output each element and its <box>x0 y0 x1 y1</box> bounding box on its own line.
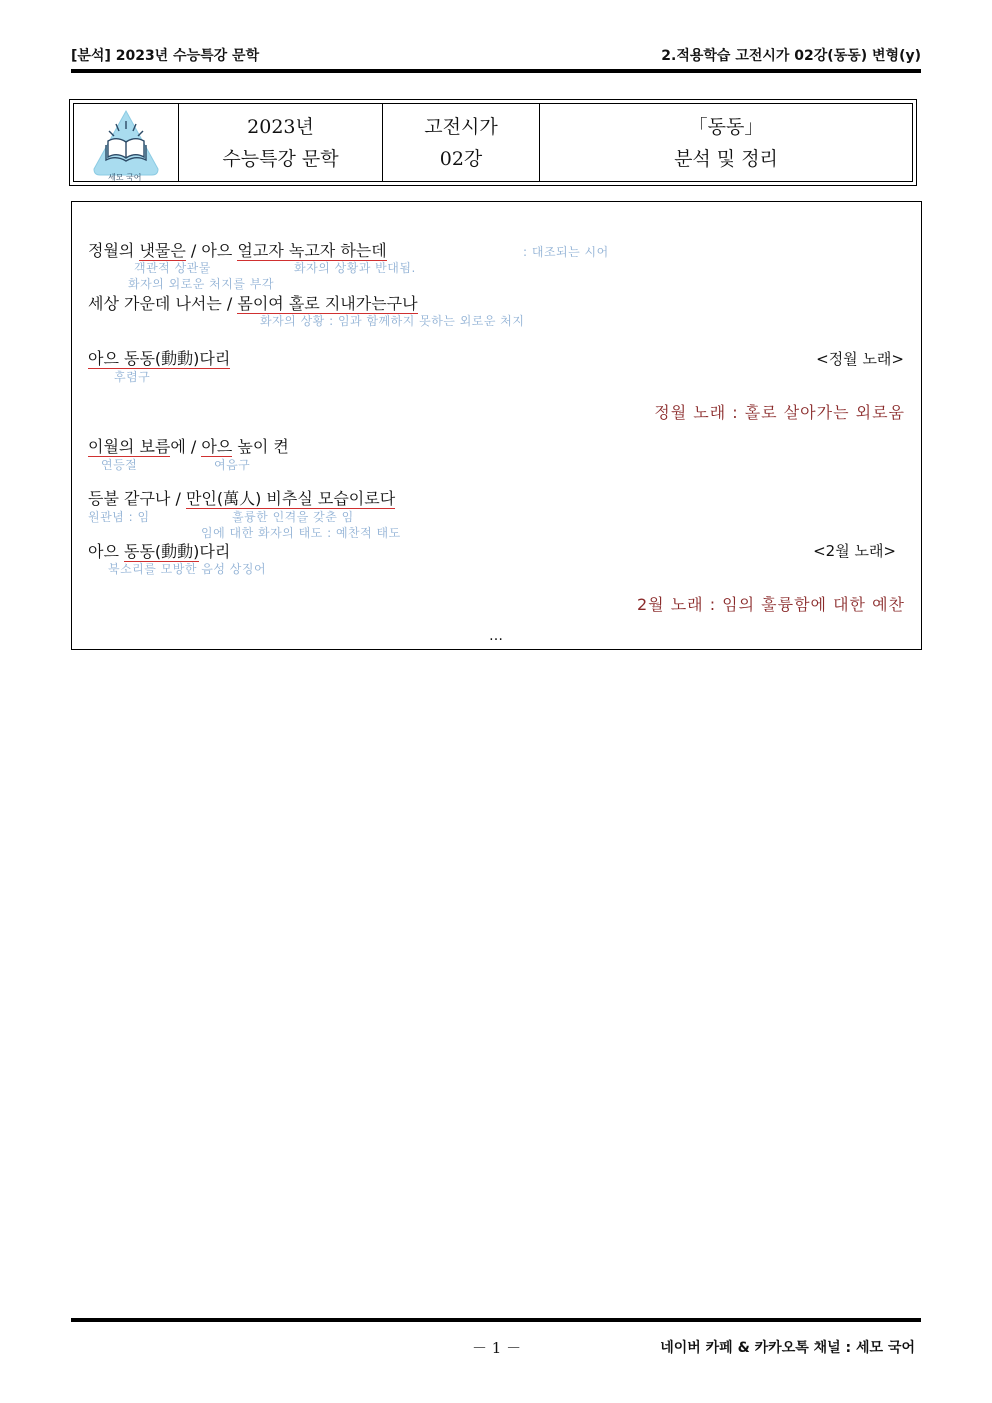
poem-line-2: 세상 가운데 나서는 / 몸이여 홀로 지내가는구나 <box>88 294 418 313</box>
book-logo-icon <box>90 107 162 182</box>
underline-alone: 몸이여 홀로 지내가는구나 <box>237 294 418 313</box>
ellipsis: … <box>489 628 503 644</box>
song-label-january: <정월 노래> <box>816 350 904 368</box>
header-right: 2.적용학습 고전시가 02강(동동) 변형(y) <box>661 48 921 64</box>
note-opposite-situation: 화자의 상황과 반대됨. <box>294 261 416 275</box>
underline-full-moon: 이월의 보름 <box>88 437 171 456</box>
topic-cell <box>540 104 912 181</box>
year-line1: 2023년 <box>247 115 314 138</box>
summary-february: 2월 노래 : 임의 훌륭함에 대한 예찬 <box>636 595 905 614</box>
underline-contrast: 얼고자 녹고자 하는데 <box>237 241 387 260</box>
note-praise-attitude: 임에 대한 화자의 태도 : 예찬적 태도 <box>201 526 401 540</box>
note-virtuous-lover: 훌륭한 인격을 갖춘 임 <box>232 510 354 524</box>
note-drum-onomatopoeia: 북소리를 모방한 음성 상징어 <box>108 562 267 576</box>
underline-everyone: 만인(萬人) 비추실 모습이로다 <box>185 489 396 508</box>
poem-line-3 <box>88 346 230 369</box>
underline-refrain: 아으 동동(動動)다리 <box>88 349 231 368</box>
note-contrast: : 대조되는 시어 <box>523 245 609 259</box>
title-table <box>69 99 917 186</box>
poem-line-6: 아으 동동(動動)다리 <box>88 542 231 561</box>
year-cell <box>179 104 383 181</box>
topic-line2: 분석 및 정리 <box>674 147 778 170</box>
note-tenor: 원관념 : 임 <box>88 510 150 524</box>
song-label-february: <2월 노래> <box>813 542 896 560</box>
unit-line2: 02강 <box>439 147 483 170</box>
summary-january: 정월 노래 : 홀로 살아가는 외로움 <box>654 403 905 422</box>
note-refrain: 후렴구 <box>114 370 151 384</box>
underline-aeu: 아으 <box>201 437 233 456</box>
unit-cell <box>383 104 540 181</box>
page-number: － 1 － <box>472 1339 522 1357</box>
poem-line-1: 정월의 냇물은 / 아으 얼고자 녹고자 하는데 <box>88 241 387 260</box>
underline-dongdong: 동동(動動) <box>124 542 200 561</box>
logo-text: 세모 국어 <box>108 172 142 182</box>
footer-channel: 네이버 카페 & 카카오톡 채널 : 세모 국어 <box>660 1340 915 1356</box>
logo-cell <box>74 104 179 181</box>
topic-line1: 「동동」 <box>688 115 764 138</box>
footer-rule <box>71 1318 921 1322</box>
underline-naetmul: 냇물은 <box>139 241 186 260</box>
year-line2: 수능특강 문학 <box>222 147 339 170</box>
note-speaker-situation: 화자의 상황 : 임과 함께하지 못하는 외로운 처지 <box>260 314 525 328</box>
header-rule <box>71 69 921 73</box>
poem-line-5: 등불 같구나 / 만인(萬人) 비추실 모습이로다 <box>88 489 396 508</box>
note-lantern-festival: 연등절 <box>101 458 138 472</box>
header-left: [분석] 2023년 수능특강 문학 <box>71 48 260 64</box>
unit-line1: 고전시가 <box>424 115 498 138</box>
note-objective-correlative: 객관적 상관물 <box>134 261 211 275</box>
note-filler-phrase: 여음구 <box>214 458 251 472</box>
poem-line-4: 이월의 보름에 / 아으 높이 켠 <box>88 437 289 456</box>
note-lonely-emphasis: 화자의 외로운 처지를 부각 <box>128 277 274 291</box>
